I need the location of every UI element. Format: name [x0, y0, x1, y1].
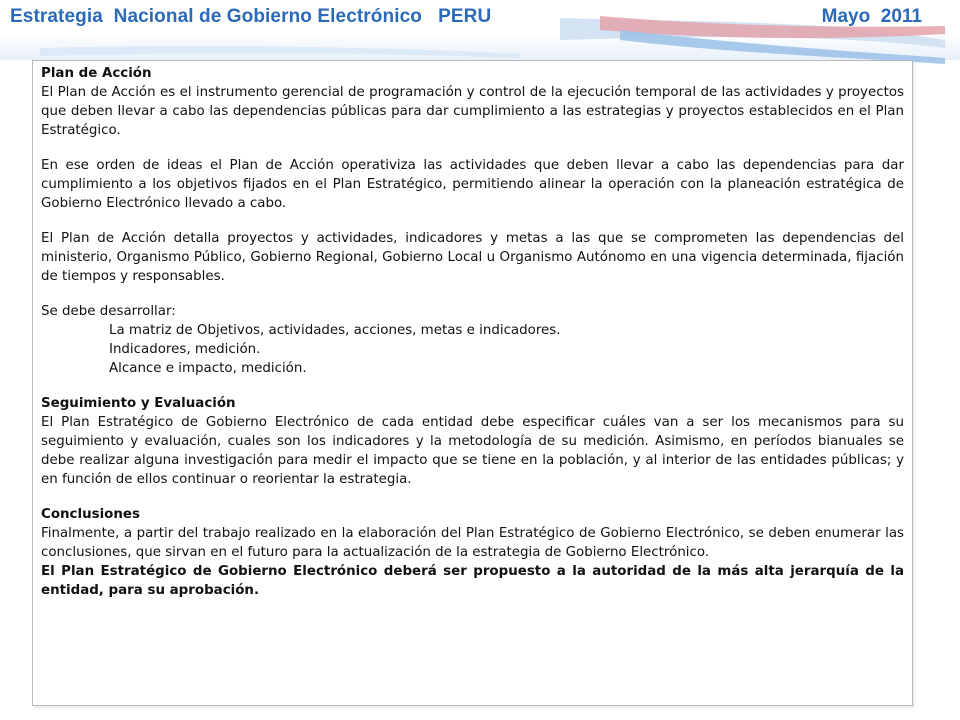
plan-paragraph-3: El Plan de Acción detalla proyectos y actividades, indicadores y metas a las que se comprometen las dependencias del ministerio, Organismo Público, Gobierno Regional, Gobierno Local u Organismo Autónomo en una vigencia determinada, fijación de tiempos y responsables. — [41, 231, 904, 284]
document-panel — [32, 60, 913, 706]
heading-plan-de-accion: Plan de Acción — [41, 66, 152, 81]
heading-seguimiento: Seguimiento y Evaluación — [41, 396, 236, 411]
presentation-date: Mayo 2011 — [821, 6, 922, 27]
presentation-title: Estrategia Nacional de Gobierno Electrónico PERU — [10, 6, 492, 27]
final-statement: El Plan Estratégico de Gobierno Electrónico deberá ser propuesto a la autoridad de la más alta jerarquía de la entidad, para su aprobación. — [41, 564, 904, 598]
list-item: La matriz de Objetivos, actividades, acciones, metas e indicadores. — [109, 323, 561, 338]
develop-intro: Se debe desarrollar: — [41, 304, 176, 319]
list-item: Alcance e impacto, medición. — [109, 361, 307, 376]
plan-paragraph-1: El Plan de Acción es el instrumento gerencial de programación y control de la ejecución temporal de las actividades y proyectos que deben llevar a cabo las dependencias públicas para dar cumplimiento a las estrategias y proyectos establecidos en el Plan Estratégico. — [41, 85, 904, 138]
plan-paragraph-2: En ese orden de ideas el Plan de Acción operativiza las actividades que deben llevar a cabo las dependencias para dar cumplimiento a los objetivos fijados en el Plan Estratégico, permitiendo alinear la operación con la planeación estratégica de Gobierno Electrónico llevado a cabo. — [41, 158, 904, 211]
conclusiones-paragraph: Finalmente, a partir del trabajo realizado en la elaboración del Plan Estratégico de Gobierno Electrónico, se deben enumerar las conclusiones, que sirvan en el futuro para la actualización de la estrategia de Gobierno Electrónico. — [41, 526, 904, 560]
list-item: Indicadores, medición. — [109, 342, 261, 357]
seguimiento-paragraph: El Plan Estratégico de Gobierno Electrónico de cada entidad debe especificar cuáles van a ser los mecanismos para su seguimiento y evaluación, cuales son los indicadores y la metodología de su medición. Asimismo, en períodos bianuales se debe realizar alguna investigación para medir el impacto que se tiene en la población, y al interior de las entidades públicas; y en función de ellos continuar o reorientar la estrategia. — [41, 415, 904, 487]
header-banner — [0, 0, 960, 60]
heading-conclusiones: Conclusiones — [41, 507, 140, 522]
develop-list — [41, 321, 904, 378]
